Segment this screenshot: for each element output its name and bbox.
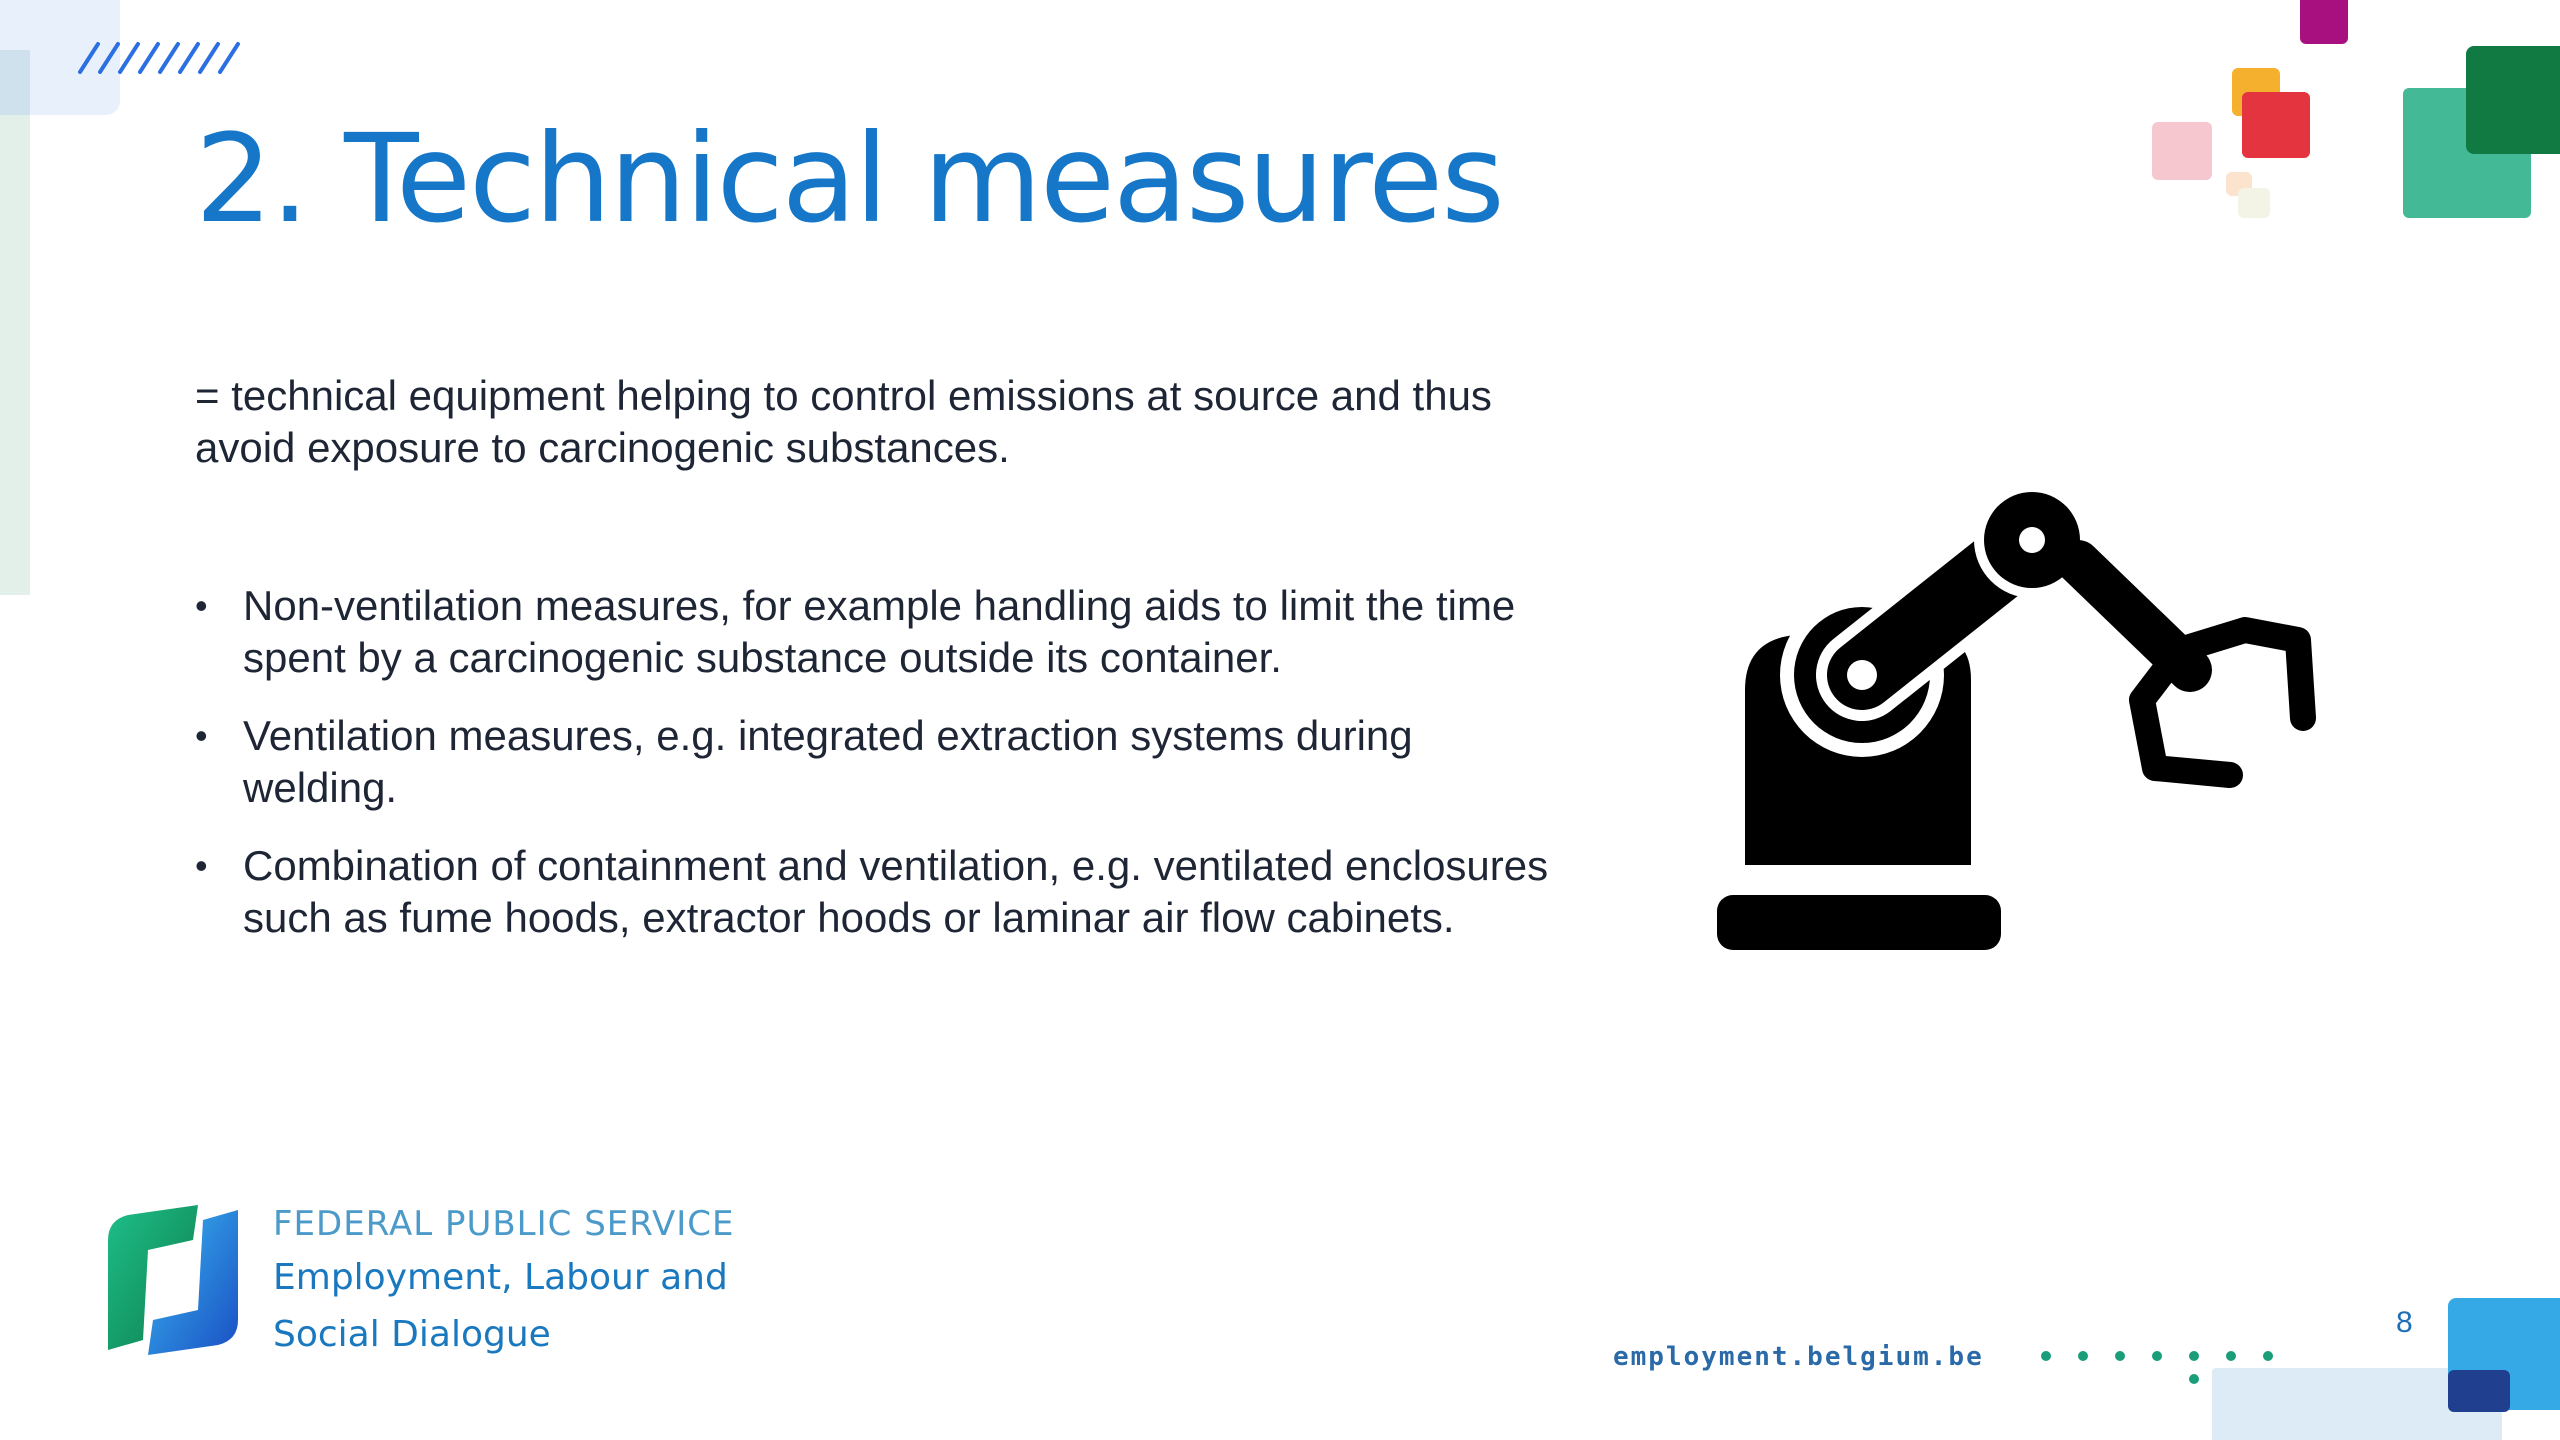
bullet-item: • Ventilation measures, e.g. integrated extraction systems during welding. [195, 710, 1575, 814]
robot-arm-icon [1700, 490, 2320, 960]
bullet-item: • Combination of containment and ventilation, e.g. ventilated enclosures such as fume hoods, extractor hoods or laminar air flow cabinets. [195, 840, 1575, 944]
decor-left-bar [0, 50, 30, 595]
org-name-line2: Employment, Labour and [273, 1257, 728, 1298]
org-name-line1: FEDERAL PUBLIC SERVICE [273, 1204, 735, 1244]
slash-pattern-icon [78, 36, 268, 76]
slide-title: 2. Technical measures [195, 108, 1503, 250]
org-name-line3: Social Dialogue [273, 1314, 551, 1355]
fps-logo-icon [98, 1200, 248, 1360]
page-number: 8 [2396, 1306, 2413, 1339]
intro-paragraph: = technical equipment helping to control emissions at source and thus avoid exposure to carcinogenic substances. [195, 372, 1492, 471]
website-link[interactable]: employment.belgium.be [1613, 1342, 1984, 1372]
bullet-item: • Non-ventilation measures, for example handling aids to limit the time spent by a carcinogenic substance outside its container. [195, 580, 1575, 684]
bullet-list [195, 580, 1575, 970]
decor-left-bar-top [0, 50, 30, 115]
